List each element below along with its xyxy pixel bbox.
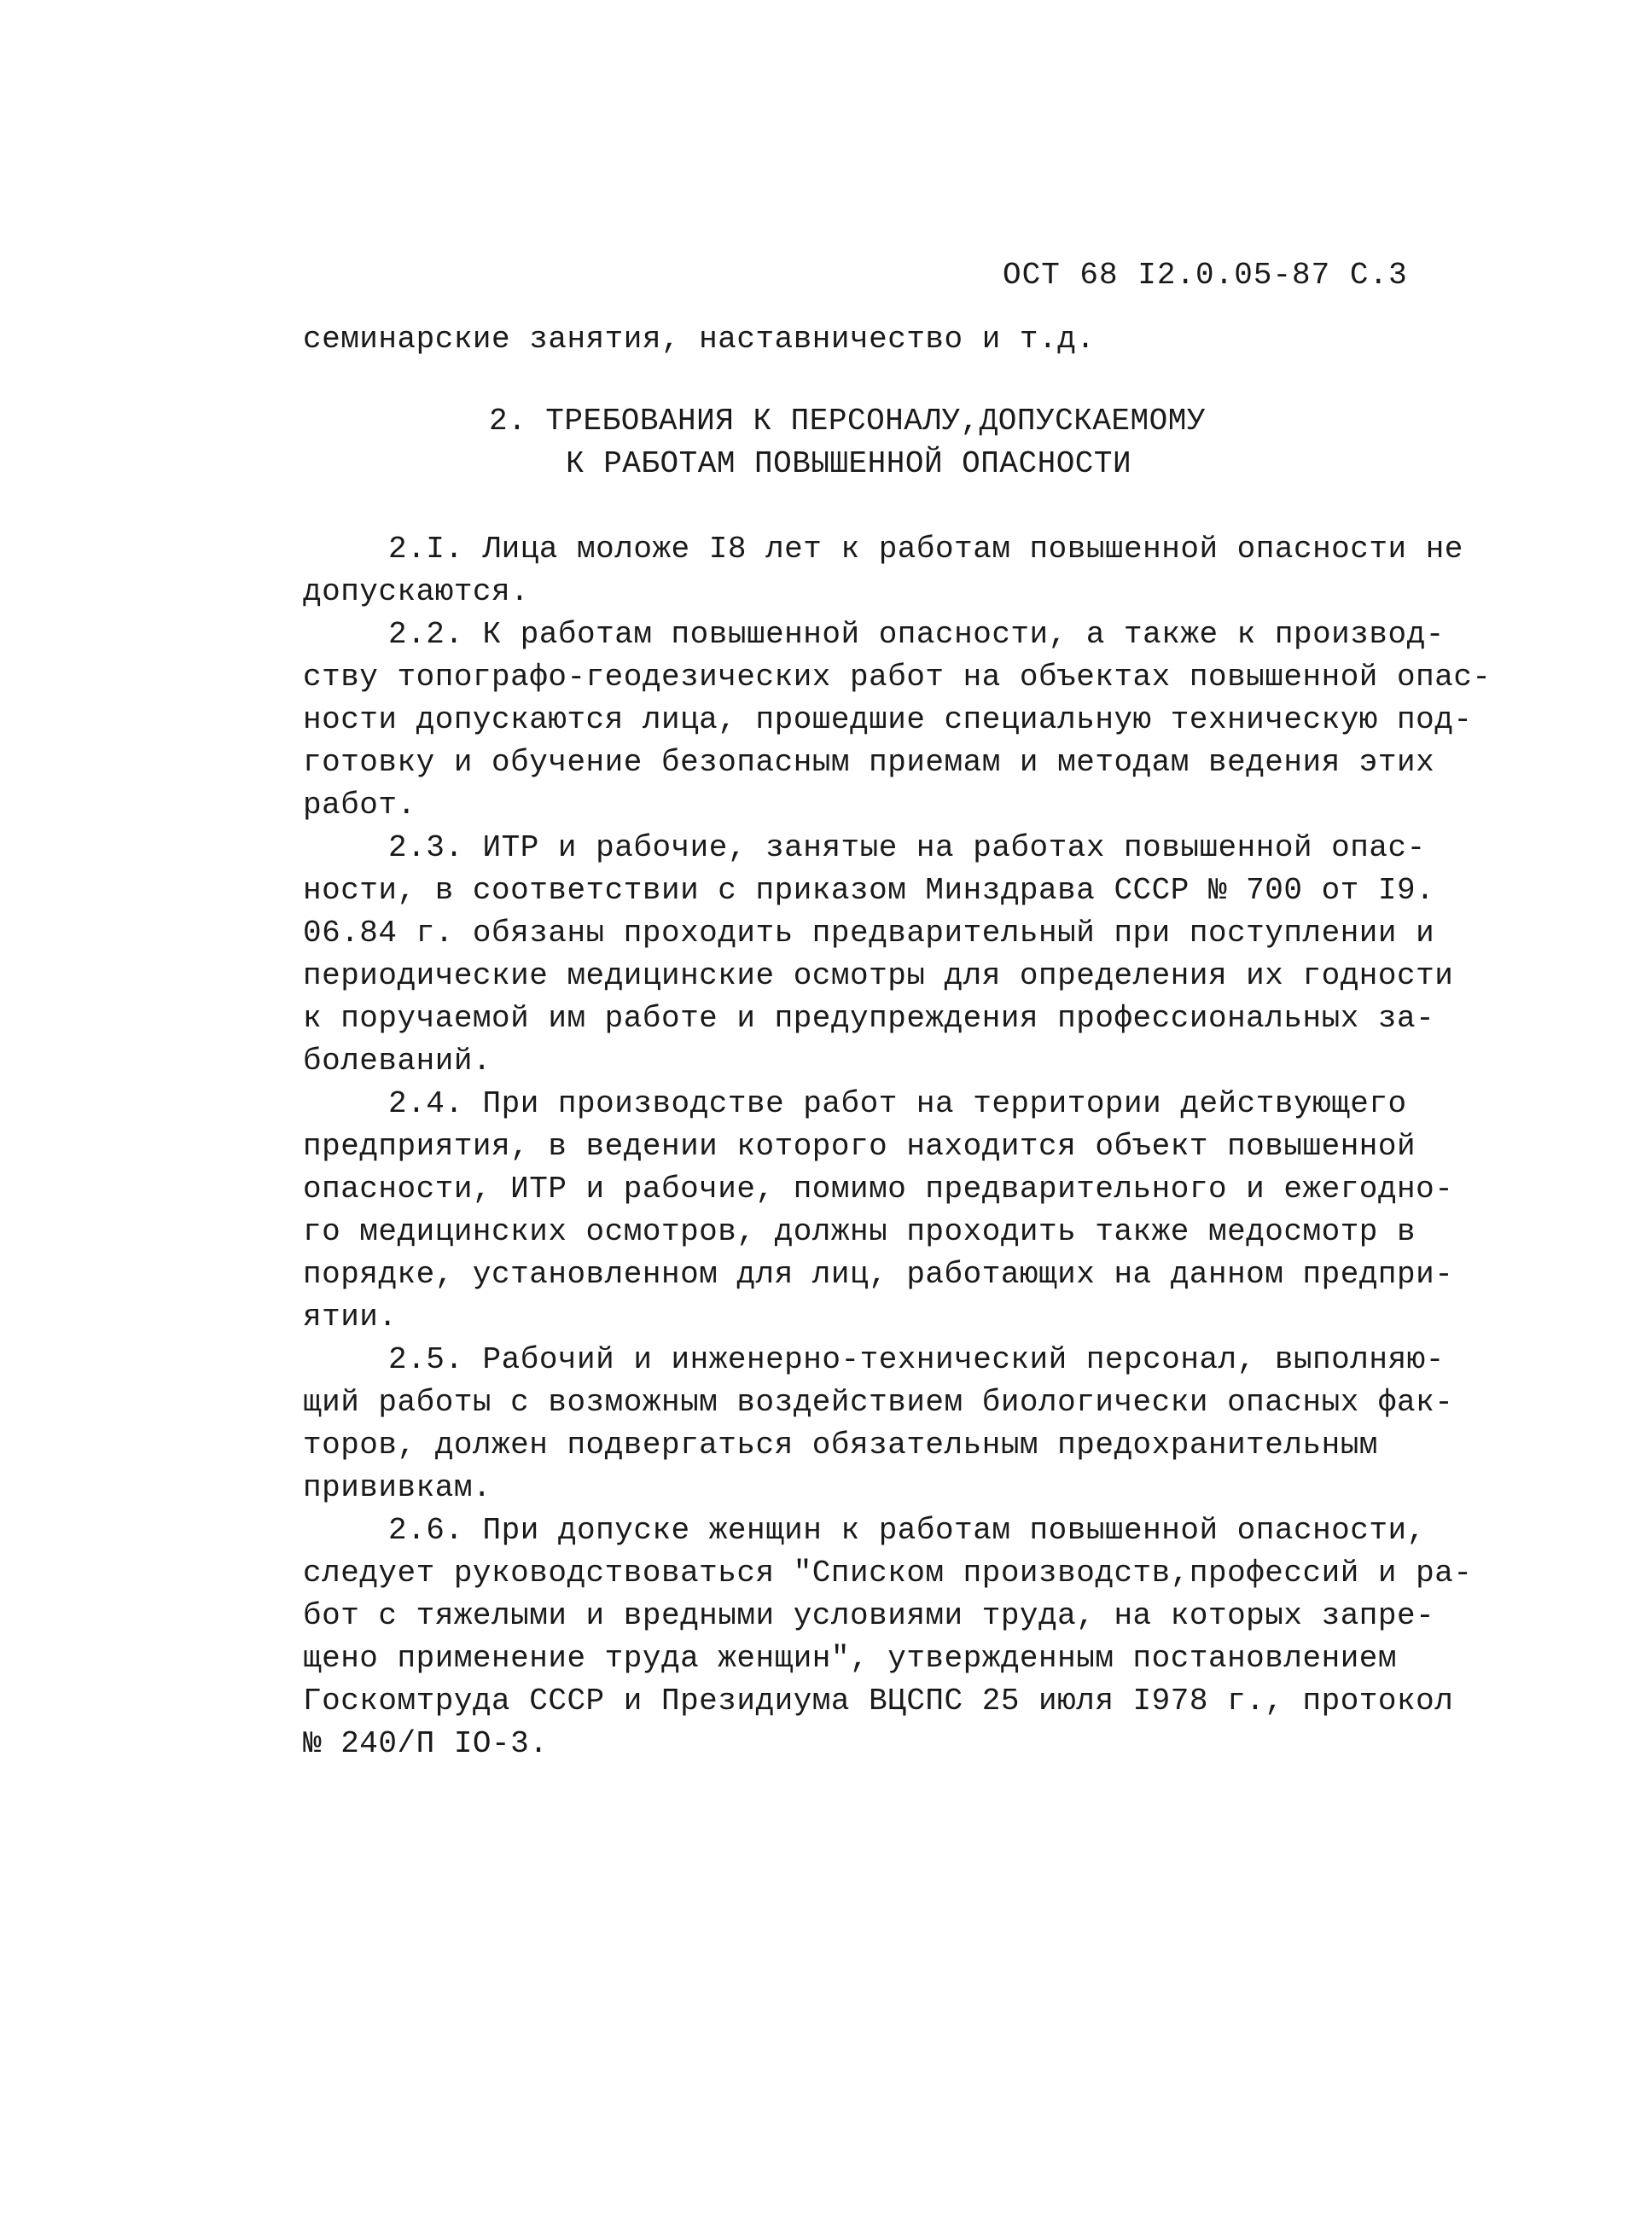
body-line: ности, в соответствии с приказом Минздрава СССР № 700 от I9. (303, 873, 1435, 908)
body-line: работ. (303, 788, 416, 823)
body-line: к поручаемой им работе и предупреждения профессиональных за- (303, 1001, 1435, 1036)
body-line: следует руководствоваться "Списком производств,профессий и ра- (303, 1556, 1473, 1591)
section-title-line-1: 2. ТРЕБОВАНИЯ К ПЕРСОНАЛУ,ДОПУСКАЕМОМУ (489, 404, 1206, 439)
body-line: порядке, установленном для лиц, работающих на данном предпри- (303, 1257, 1454, 1292)
body-line: 2.3. ИТР и рабочие, занятые на работах повышенной опас- (388, 830, 1426, 865)
body-line: щено применение труда женщин", утвержденным постановлением (303, 1641, 1398, 1676)
body-line: № 240/П IO-3. (303, 1726, 549, 1761)
body-line: бот с тяжелыми и вредными условиями труда, на которых запре- (303, 1598, 1435, 1633)
body-line: 2.2. К работам повышенной опасности, а также к производ- (388, 617, 1445, 652)
body-line: периодические медицинские осмотры для определения их годности (303, 958, 1454, 993)
body-line: болеваний. (303, 1044, 492, 1079)
body-line: 2.I. Лица моложе I8 лет к работам повышенной опасности не (388, 532, 1463, 567)
body-line: ятии. (303, 1300, 398, 1335)
body-line: 2.4. При производстве работ на территории действующего (388, 1086, 1407, 1121)
body-line: допускаются. (303, 574, 530, 609)
body-line: щий работы с возможным воздействием биологически опасных фак- (303, 1385, 1454, 1420)
body-line: 2.6. При допуске женщин к работам повышенной опасности, (388, 1513, 1426, 1548)
body-line: го медицинских осмотров, должны проходить также медосмотр в (303, 1214, 1416, 1249)
body-line: опасности, ИТР и рабочие, помимо предварительного и ежегодно- (303, 1172, 1454, 1207)
body-line: 2.5. Рабочий и инженерно-технический персонал, выполняю- (388, 1342, 1445, 1377)
body-line: 06.84 г. обязаны проходить предварительный при поступлении и (303, 916, 1435, 951)
document-header: ОСТ 68 I2.0.05-87 С.3 (1003, 258, 1408, 293)
body-line: Госкомтруда СССР и Президиума ВЦСПС 25 июля I978 г., протокол (303, 1684, 1454, 1719)
continuation-line: семинарские занятия, наставничество и т.д. (303, 322, 1096, 357)
body-line: готовку и обучение безопасным приемам и методам ведения этих (303, 745, 1435, 780)
body-line: ности допускаются лица, прошедшие специальную техническую под- (303, 702, 1473, 737)
body-line: прививкам. (303, 1470, 492, 1505)
body-line: ству топографо-геодезических работ на объектах повышенной опас- (303, 660, 1492, 695)
body-line: торов, должен подвергаться обязательным предохранительным (303, 1428, 1378, 1463)
section-title-line-2: К РАБОТАМ ПОВЫШЕННОЙ ОПАСНОСТИ (566, 446, 1132, 481)
body-line: предприятия, в ведении которого находится объект повышенной (303, 1129, 1416, 1164)
